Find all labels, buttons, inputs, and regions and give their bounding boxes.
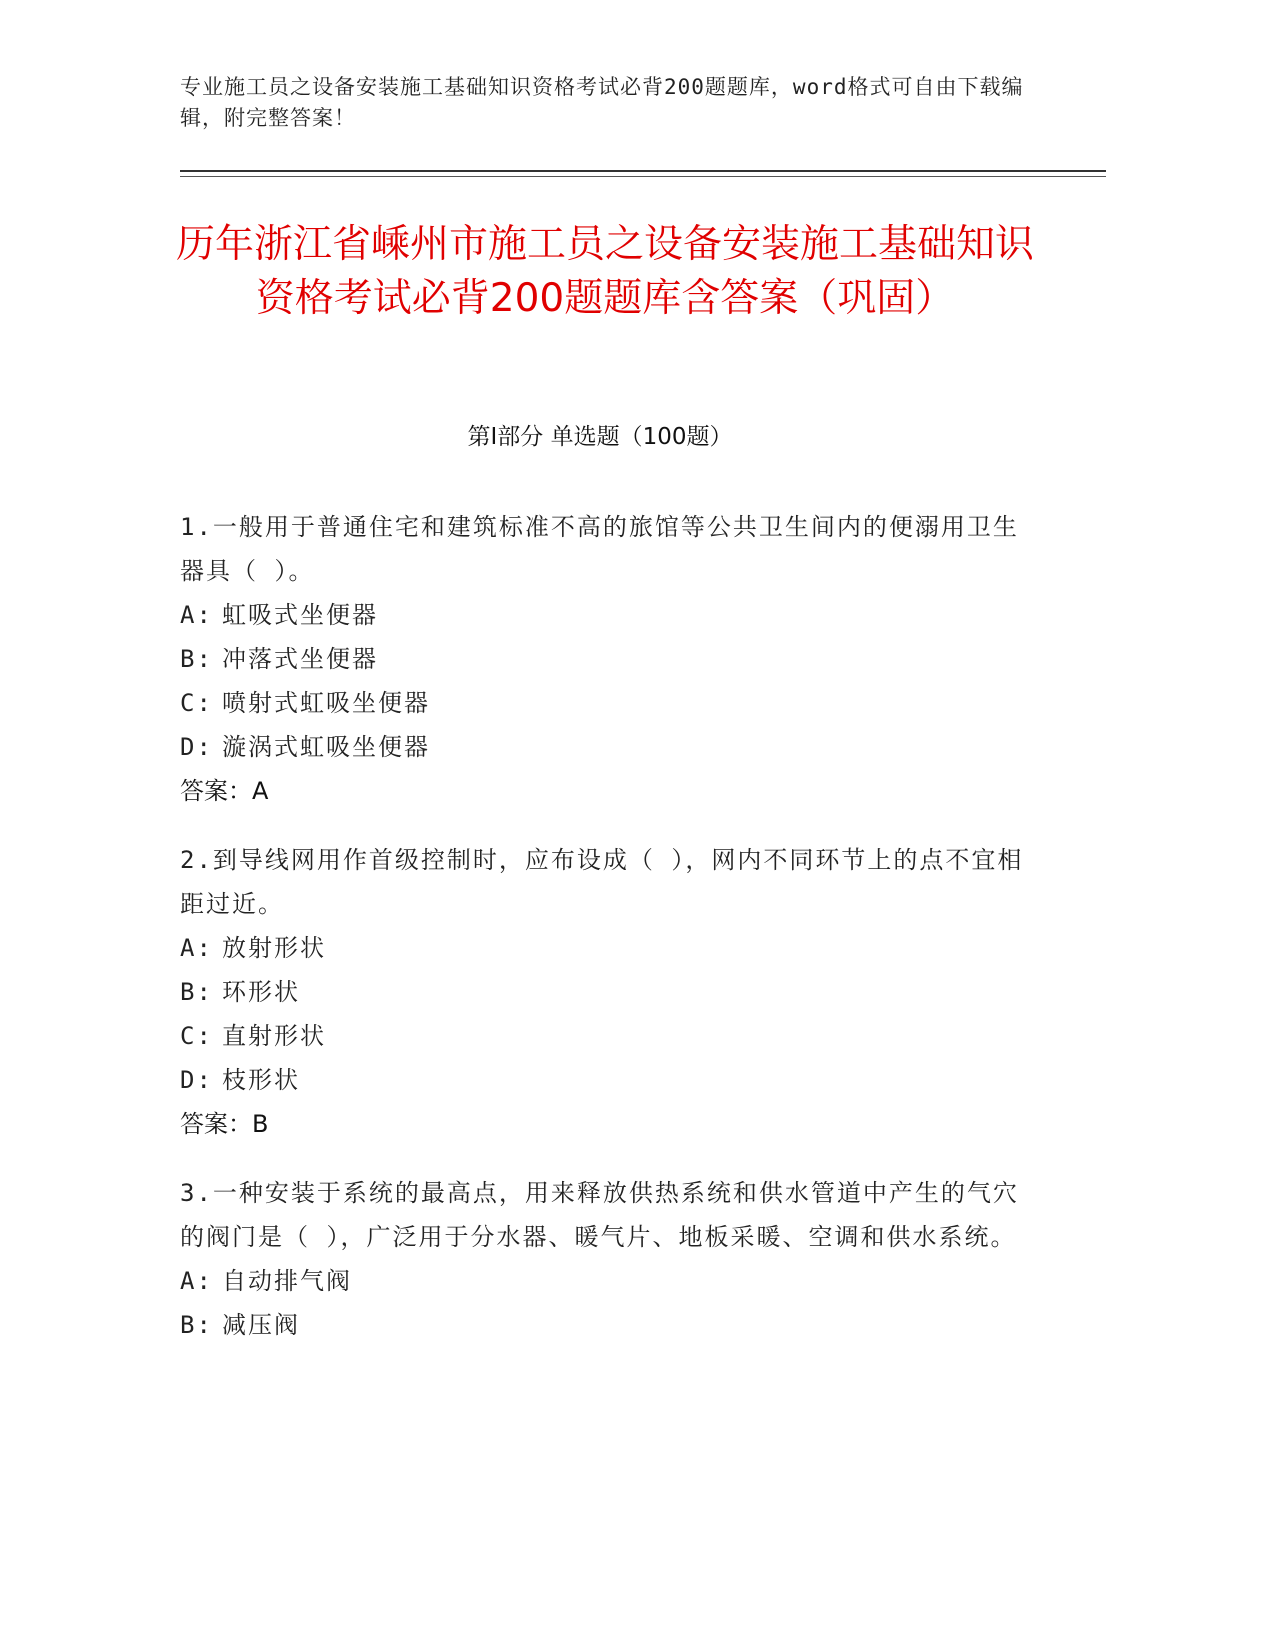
question-list bbox=[180, 505, 1040, 1372]
option-key: D: bbox=[180, 733, 213, 761]
question-stem: 2.到导线网用作首级控制时，应布设成（ ），网内不同环节上的点不宜相距过近。 bbox=[180, 846, 1024, 918]
option-b bbox=[180, 637, 1040, 681]
option-text: 直射形状 bbox=[222, 1022, 326, 1050]
option-a bbox=[180, 593, 1040, 637]
option-text: 自动排气阀 bbox=[222, 1267, 352, 1295]
option-d bbox=[180, 1058, 1040, 1102]
option-key: B: bbox=[180, 645, 213, 673]
option-key: C: bbox=[180, 689, 213, 717]
option-text: 减压阀 bbox=[222, 1311, 300, 1339]
option-key: B: bbox=[180, 978, 213, 1006]
option-text: 环形状 bbox=[222, 978, 300, 1006]
option-d bbox=[180, 725, 1040, 769]
question-stem: 1.一般用于普通住宅和建筑标准不高的旅馆等公共卫生间内的便溺用卫生器具（ ）。 bbox=[180, 513, 1019, 585]
option-text: 虹吸式坐便器 bbox=[222, 601, 378, 629]
question-1 bbox=[180, 505, 1040, 813]
answer: 答案：A bbox=[180, 777, 269, 805]
question-2 bbox=[180, 838, 1040, 1146]
header-note: 专业施工员之设备安装施工基础知识资格考试必背200题题库，word格式可自由下载编辑，附完整答案！ bbox=[180, 75, 1024, 130]
question-3 bbox=[180, 1171, 1040, 1347]
option-c bbox=[180, 1014, 1040, 1058]
option-key: A: bbox=[180, 934, 213, 962]
option-key: D: bbox=[180, 1066, 213, 1094]
option-text: 漩涡式虹吸坐便器 bbox=[222, 733, 430, 761]
option-b bbox=[180, 1303, 1040, 1347]
option-key: A: bbox=[180, 1267, 213, 1295]
section-title: 第Ⅰ部分 单选题（100题） bbox=[467, 424, 733, 450]
option-text: 枝形状 bbox=[222, 1066, 300, 1094]
option-a bbox=[180, 926, 1040, 970]
option-key: A: bbox=[180, 601, 213, 629]
option-b bbox=[180, 970, 1040, 1014]
header-divider-thick bbox=[180, 170, 1106, 172]
option-text: 喷射式虹吸坐便器 bbox=[222, 689, 430, 717]
option-a bbox=[180, 1259, 1040, 1303]
option-key: C: bbox=[180, 1022, 213, 1050]
option-key: B: bbox=[180, 1311, 213, 1339]
option-text: 冲落式坐便器 bbox=[222, 645, 378, 673]
question-stem: 3.一种安装于系统的最高点，用来释放供热系统和供水管道中产生的气穴的阀门是（ ），广泛用于分水器、暖气片、地板采暖、空调和供水系统。 bbox=[180, 1179, 1019, 1251]
header-divider-thin bbox=[180, 176, 1106, 177]
answer: 答案：B bbox=[180, 1110, 269, 1138]
document-title: 历年浙江省嵊州市施工员之设备安装施工基础知识资格考试必背200题题库含答案（巩固） bbox=[175, 222, 1034, 321]
option-text: 放射形状 bbox=[222, 934, 326, 962]
option-c bbox=[180, 681, 1040, 725]
